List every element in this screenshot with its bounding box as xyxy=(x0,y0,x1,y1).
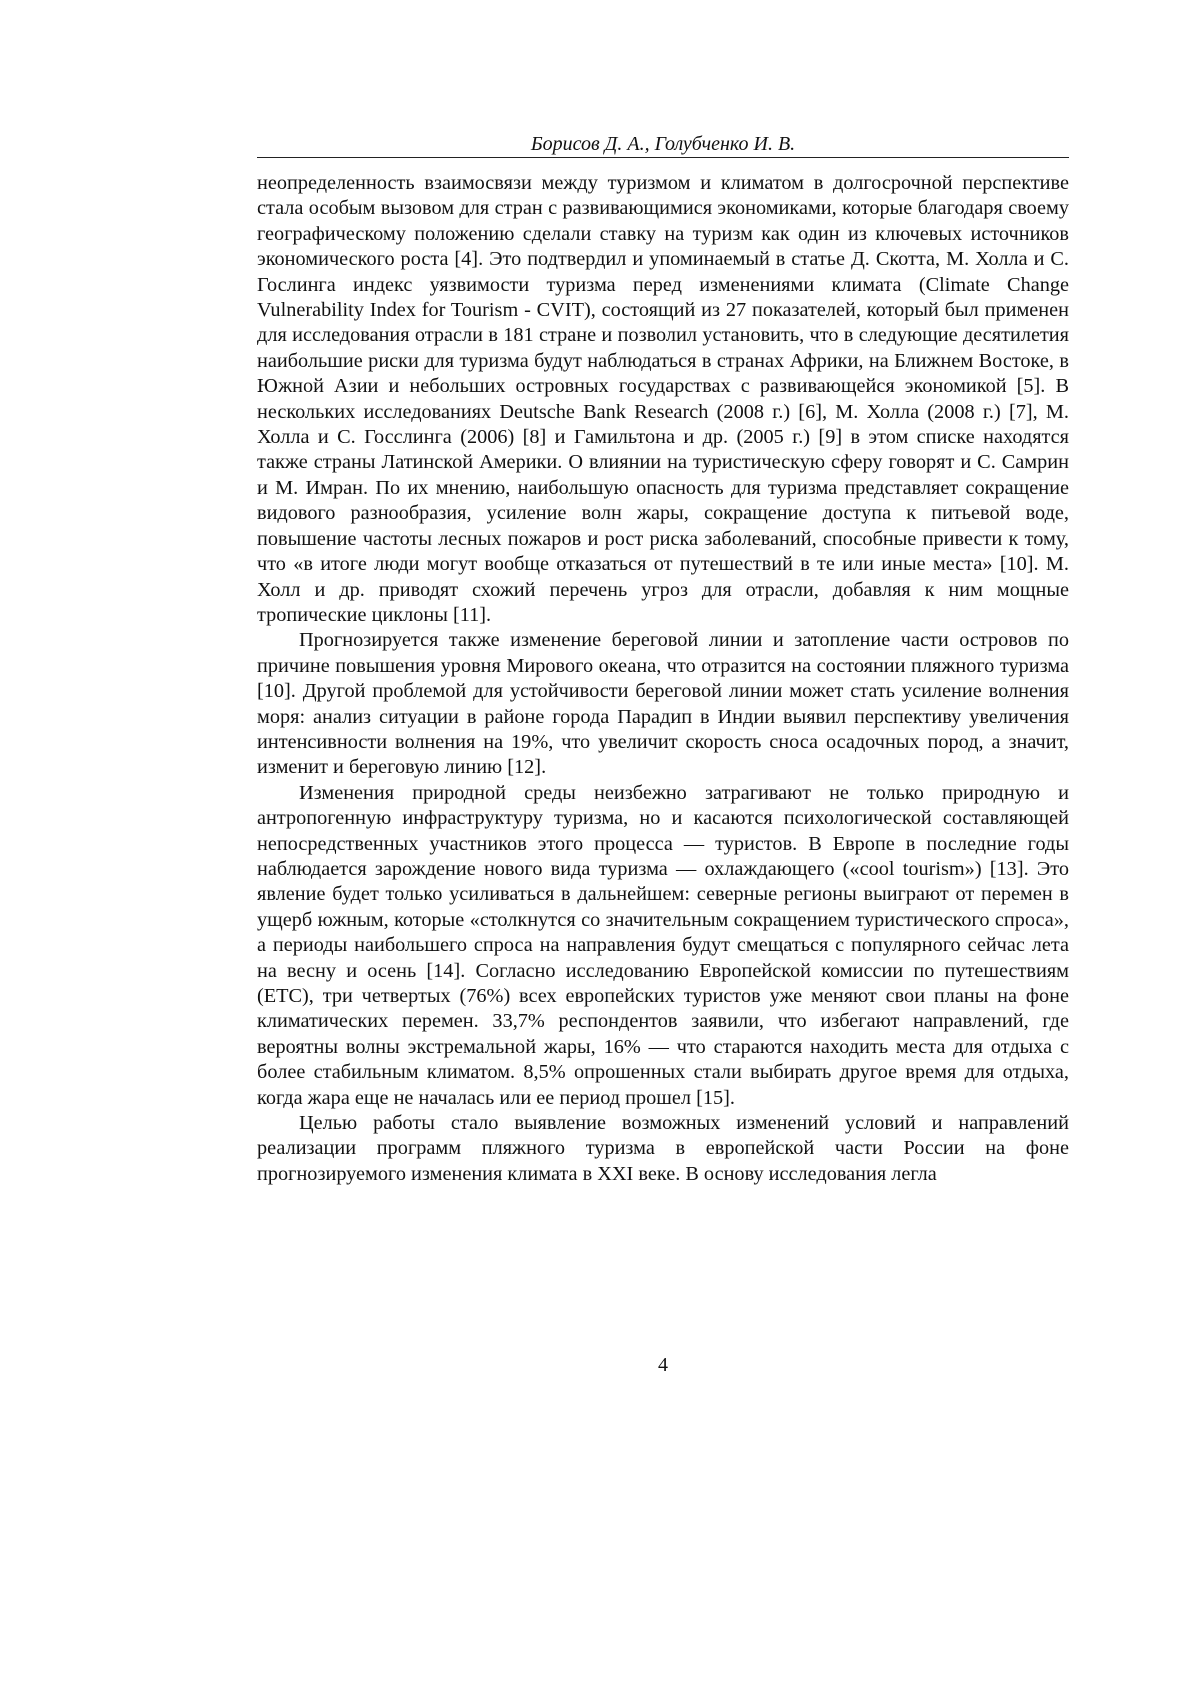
paragraph-continuation: неопределенность взаимосвязи между туризмом и климатом в долгосрочной перспективе стала особым вызовом для стран с развивающимися экономиками, которые благодаря своему географическому положению сделали ставку на туризм как один из ключевых источников экономического роста [4]. Это подтвердил и упоминаемый в статье Д. Скотта, М. Холла и С. Гослинга индекс уязвимости туризма перед изменениями климата (Climate Change Vulnerability Index for Tourism - CVIT), состоящий из 27 показателей, который был применен для исследования отрасли в 181 стране и позволил установить, что в следующие десятилетия наибольшие риски для туризма будут наблюдаться в странах Африки, на Ближнем Востоке, в Южной Азии и небольших островных государствах с развивающейся экономикой [5]. В нескольких исследованиях Deutsche Bank Research (2008 г.) [6], М. Холла (2008 г.) [7], М. Холла и С. Госслинга (2006) [8] и Гамильтона и др. (2005 г.) [9] в этом списке находятся также страны Латинской Америки. О влиянии на туристическую сферу говорят и С. Самрин и М. Имран. По их мнению, наибольшую опасность для туризма представляет сокращение видового разнообразия, усиление волн жары, сокращение доступа к питьевой воде, повышение частоты лесных пожаров и рост риска заболеваний, способные привести к тому, что «в итоге люди могут вообще отказаться от путешествий в те или иные места» [10]. М. Холл и др. приводят схожий перечень угроз для отрасли, добавляя к ним мощные тропические циклоны [11]. xyxy=(257,172,1069,626)
paragraph-environment-changes: Изменения природной среды неизбежно затрагивают не только природную и антропогенную инфраструктуру туризма, но и касаются психологической составляющей непосредственных участников этого процесса — туристов. В Европе в последние годы наблюдается зарождение нового вида туризма — охлаждающего («cool tourism») [13]. Это явление будет только усиливаться в дальнейшем: северные регионы выиграют от перемен в ущерб южным, которые «столкнутся со значительным сокращением туристического спроса», а периоды наибольшего спроса на направления будут смещаться с популярного сейчас лета на весну и осень [14]. Согласно исследованию Европейской комиссии по путешествиям (ETC), три четвертых (76%) всех европейских туристов уже меняют свои планы на фоне климатических перемен. 33,7% респондентов заявили, что избегают направлений, где вероятны волны экстремальной жары, 16% — что стараются находить места для отдыха с более стабильным климатом. 8,5% опрошенных стали выбирать другое время для отдыха, когда жара еще не началась или ее период прошел [15]. xyxy=(257,781,1069,1109)
paragraph-coastline: Прогнозируется также изменение береговой линии и затопление части островов по причине повышения уровня Мирового океана, что отразится на состоянии пляжного туризма [10]. Другой проблемой для устойчивости береговой линии может стать усиление волнения моря: анализ ситуации в районе города Парадип в Индии выявил перспективу увеличения интенсивности волнения на 19%, что увеличит скорость сноса осадочных пород, а значит, изменит и береговую линию [12]. xyxy=(257,629,1069,779)
page-number: 4 xyxy=(658,1354,668,1376)
running-head-authors: Борисов Д. А., Голубченко И. В. xyxy=(530,133,796,155)
paragraph-research-goal: Целью работы стало выявление возможных изменений условий и направлений реализации программ пляжного туризма в европейской части России на фоне прогнозируемого изменения климата в XXI веке. В основу исследования легла xyxy=(257,1112,1069,1185)
article-body xyxy=(257,171,1069,1187)
header-rule xyxy=(257,157,1069,158)
